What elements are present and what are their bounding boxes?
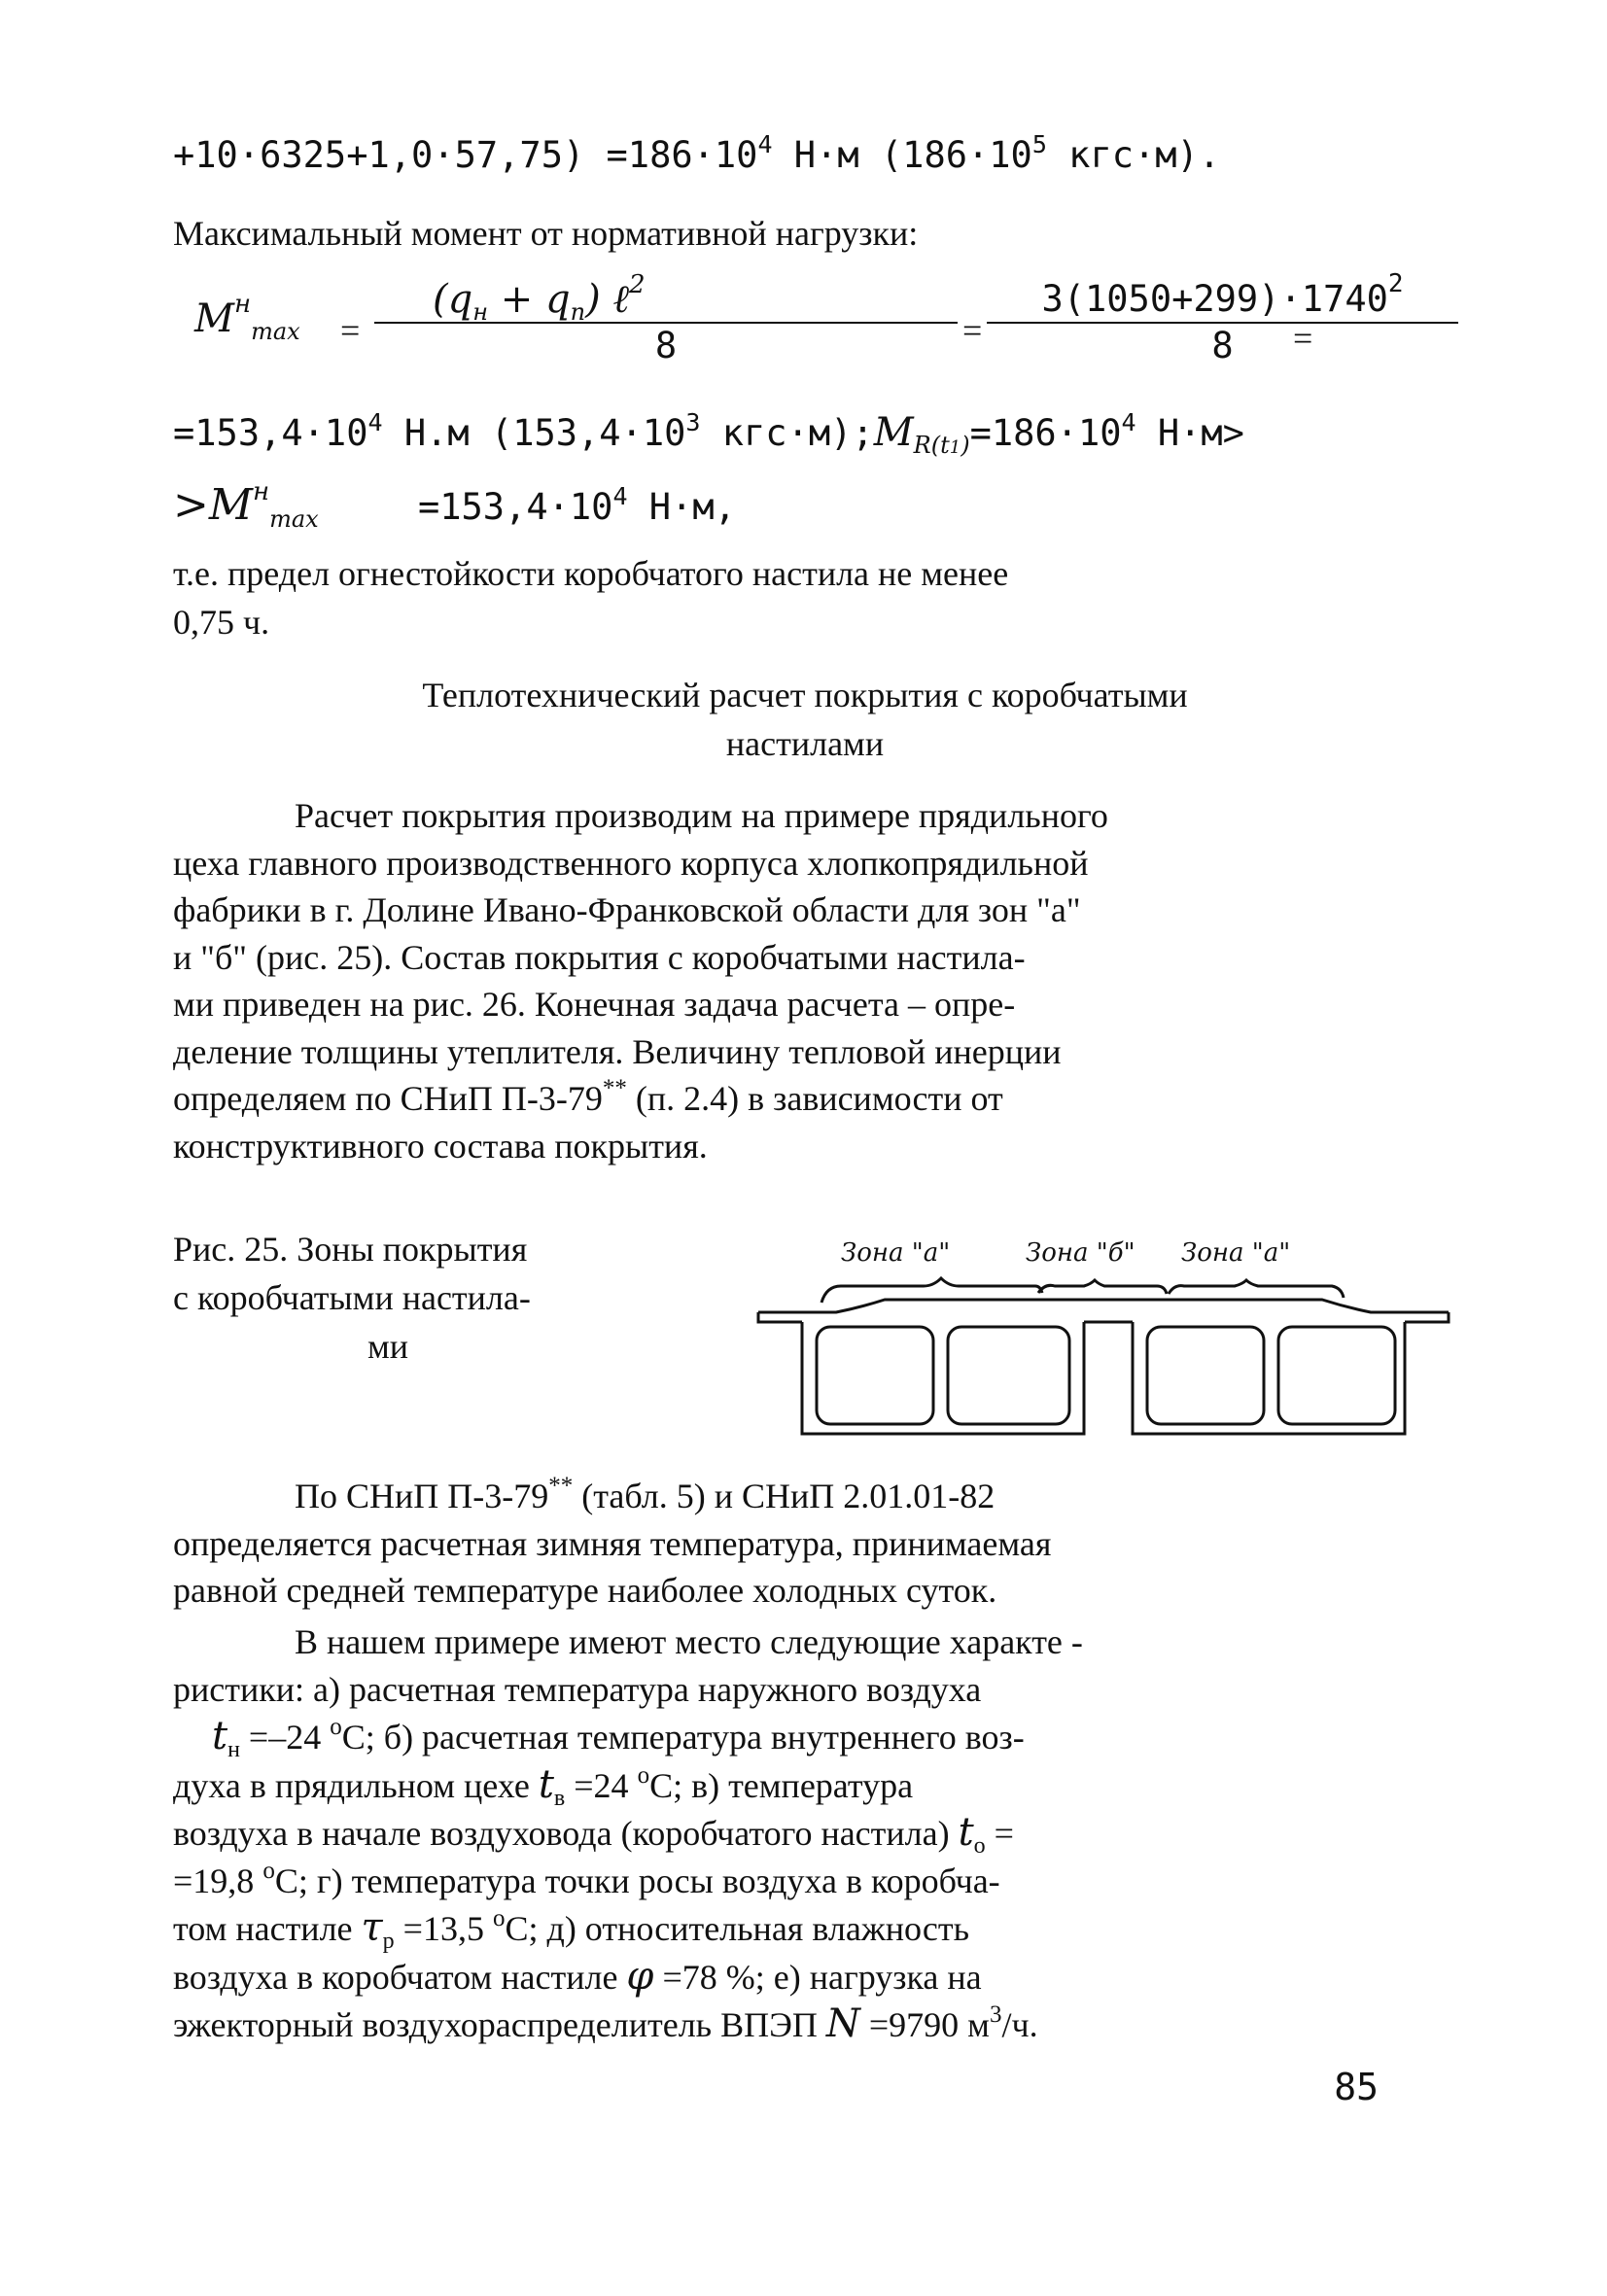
text-line: духа в прядильном цехе $t_в =24$ $^о$С; в) температура: [173, 1761, 914, 1811]
roof-zones-figure: [749, 1230, 1468, 1453]
formula-line-1: [173, 131, 1220, 180]
fraction-2-denominator: 8: [1211, 325, 1234, 366]
text-line: воздуха в начале воздуховода (коробчатого настила) $t_о$ =: [173, 1810, 1014, 1859]
text-line-max-moment: Максимальный момент от нормативной нагрузки:: [173, 214, 919, 253]
caption-line: с коробчатыми настила-: [173, 1278, 531, 1317]
moment-symbol: $M^н_{max}$: [194, 290, 300, 345]
fraction-1: [374, 270, 958, 368]
zone-a-left-label: Зона "а": [841, 1238, 951, 1268]
text-line: фабрики в г. Долине Ивано-Франковской области для зон "а": [173, 890, 1081, 929]
equals-sign: =: [340, 311, 361, 350]
text-line: деление толщины утеплителя. Величину тепловой инерции: [173, 1031, 1062, 1071]
text-line: конструктивного состава покрытия.: [173, 1126, 708, 1165]
fraction-2-numerator: $3(1050+299)\cdot 1740^2$: [987, 277, 1458, 324]
formula-max-moment: [194, 269, 1404, 384]
paragraph-characteristics: [173, 1618, 1083, 2049]
figure-caption: [173, 1225, 531, 1371]
text-line: По СНиП П-3-79** (табл. 5) и СНиП 2.01.01-82: [295, 1473, 996, 1515]
fraction-1-denominator: 8: [654, 325, 678, 366]
paragraph-calculation: [173, 792, 1108, 1169]
text-line: определяем по СНиП П-3-79** (п. 2.4) в зависимости от: [173, 1075, 1003, 1118]
text-line: 0,75 ч.: [173, 603, 270, 642]
heading-line: настилами: [725, 724, 885, 763]
formula-line-3: $>M^н_{max} =153,4\cdot 10^4$ Н·м,: [173, 477, 736, 533]
text-line: воздуха в коробчатом настиле φ =78 %; е) нагрузка на: [173, 1953, 982, 1999]
text-line: ристики: а) расчетная температура наружного воздуха: [173, 1669, 982, 1709]
moment-symbol: $M_{R(t1)}$: [873, 410, 970, 459]
formula-line-2: $=153,4\cdot 10^4$ Н.м ($153,4\cdot 10^3$ $кгс\cdot м);M_{R(t1)}=186\cdot 10^4$ Н·м>: [173, 408, 1244, 459]
text-segment: Н·м (186·10: [772, 134, 1032, 176]
text-segment: +10·6325+1,0·57,75) =186·10: [173, 134, 758, 176]
text-line: В нашем примере имеют место следующие характе -: [295, 1622, 1083, 1661]
section-heading: [173, 671, 1437, 768]
paragraph-fire-resistance: [173, 549, 1008, 646]
exponent: 5: [1031, 130, 1047, 158]
caption-line: Рис. 25. Зоны покрытия: [173, 1230, 528, 1269]
text-line: т.е. предел огнестойкости коробчатого настила не менее: [173, 554, 1009, 593]
paragraph-snip: [173, 1473, 1051, 1615]
text-line: $t_н =-24$ $^о$С; б) расчетная температура внутреннего воз-: [212, 1714, 1025, 1762]
equals-sign: =: [1293, 319, 1313, 358]
exponent: 4: [757, 130, 773, 158]
text-line: эжекторный воздухораспределитель ВПЭП N =9790 $м^3/ч$.: [173, 2001, 1038, 2046]
page-number: 85: [1334, 2066, 1379, 2108]
moment-symbol: $>M^н_{max}$: [173, 477, 319, 533]
text-line: цеха главного производственного корпуса хлопкопрядильной: [173, 843, 1089, 883]
text-segment: кгс·м).: [1046, 134, 1221, 176]
text-line: =19,8 $^о$С; г) температура точки росы воздуха в коробча-: [173, 1857, 1000, 1900]
fraction-1-numerator: $(q_н + q_п)$ ℓ$^2$: [374, 277, 958, 324]
text-line: ми приведен на рис. 26. Конечная задача расчета – опре-: [173, 985, 1016, 1024]
zone-b-label: Зона "б": [1026, 1238, 1135, 1268]
equals-sign: =: [962, 311, 983, 350]
fraction-2: [987, 269, 1458, 368]
text-line: и "б" (рис. 25). Состав покрытия с коробчатыми настила-: [173, 937, 1026, 977]
text-line: определяется расчетная зимняя температура, принимаемая: [173, 1523, 1052, 1563]
deck-cross-section: [758, 1300, 1449, 1434]
caption-line: ми: [367, 1327, 409, 1366]
text-line: Расчет покрытия производим на примере прядильного: [295, 796, 1108, 835]
text-line: равной средней температуре наиболее холодных суток.: [173, 1571, 997, 1610]
text-line: том настиле $\tau_р =13,5$ $^о$С; д) относительная влажность: [173, 1905, 969, 1954]
heading-line: Теплотехнический расчет покрытия с коробчатыми: [422, 676, 1188, 714]
zone-a-right-label: Зона "а": [1181, 1238, 1291, 1268]
